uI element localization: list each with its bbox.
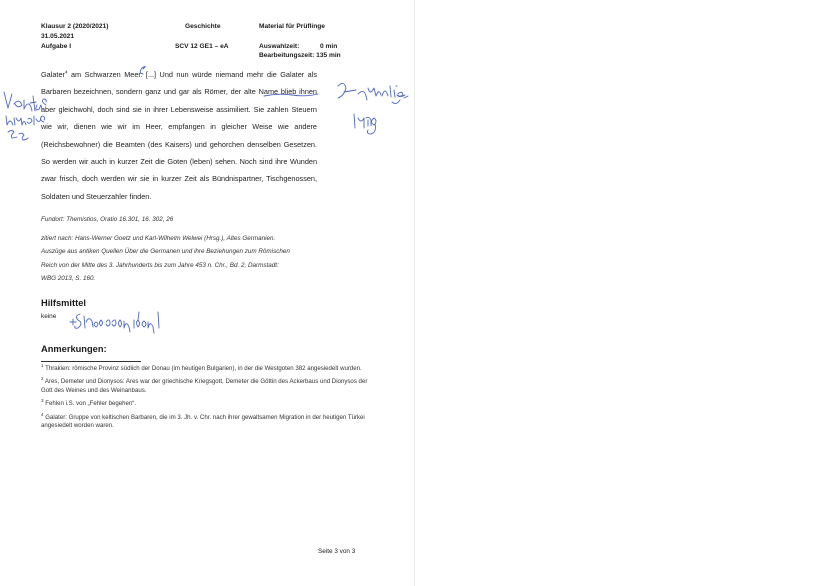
page-number: Seite 3 von 3 <box>318 548 356 555</box>
note-item: $^1$ Thrakien: römische Provinz südlich der Donau (im heutigen Bulgarien), in der die Westgoten 382 angesiedelt wurden. <box>41 362 362 372</box>
citation-line: Reich von der Mitte des 3. Jahrhunderts bis zum Jahre 453 n. Chr., Bd. 2, Darmstadt: <box>41 261 279 269</box>
task-label: Aufgabe I <box>41 43 72 50</box>
handwriting-aids-note <box>68 308 178 332</box>
footnote-ref: 4 <box>64 69 68 75</box>
citation-line: WBG 2013, S. 160. <box>41 275 96 283</box>
note-item: $^3$ Fehlen i.S. von „Fehler begehen“. <box>41 398 137 408</box>
source-text-rest: am Schwarzen Meer. [...] Und nun würde niemand mehr die Galater als Barbaren bezeichnen, sondern ganz und gar als Römer, der alte Name blieb ihnen aber gleichwohl, doch sind sie in ihrer Lebensweise assimiliert. Sie zahlen Steuern wie wir, dienen wie wir im Heer, empfangen in gleicher Weise wie andere (Reichsbewohner) die Beamten (des Kaisers) und gehorchen denselben Gesetzen. So werden wir auch in kurzer Zeit die Goten (leben) sehen. Noch sind ihre Wunden zwar frisch, doch werden wir sie in kurzer Zeit als Bündnispartner, Tischgenossen, Soldaten und Steuerzahler finden. <box>41 70 317 201</box>
citation-line: Auszüge aus antiken Quellen Über die Germanen und ihre Beziehungen zum Römischen <box>41 248 290 256</box>
course-code: SCV 12 GE1 – eA <box>175 43 229 50</box>
aids-title: Hilfsmittel <box>41 298 86 308</box>
citation-line: zitiert nach: Hans-Werner Goetz und Karl-Wilhelm Welwei (Hrsg.), Altes Germanien. <box>41 234 276 242</box>
notes-title: Anmerkungen: <box>41 344 107 354</box>
handwriting-underline <box>262 88 322 100</box>
note-item: $^2$ Ares, Demeter und Dionysos: Ares war der griechische Kriegsgott, Demeter die Göttin des Ackerbaus und Dionysos der Gott des Weines und des Weinanbaus. <box>41 376 368 394</box>
handwriting-right-margin <box>334 80 412 138</box>
exam-date: 31.05.2021 <box>41 33 75 40</box>
notes-divider <box>41 361 141 362</box>
selection-time-value: 0 min <box>320 43 338 50</box>
notes-list <box>41 362 371 436</box>
handwriting-circle-insertion <box>34 62 224 152</box>
work-time: Bearbeitungszeit: 135 min <box>259 52 341 59</box>
subject: Geschichte <box>185 23 221 30</box>
citation-line: Fundort: Themistios, Oratio 16.301, 16. 302, 26 <box>41 216 174 223</box>
selection-time-label: Auswahlzeit: <box>259 43 300 50</box>
aids-value: keine <box>41 313 57 320</box>
source-citation <box>41 213 331 286</box>
material-label: Material für Prüflinge <box>259 23 325 30</box>
exam-title: Klausur 2 (2020/2021) <box>41 23 109 30</box>
page-edge <box>414 0 415 586</box>
note-item: $^4$ Galater: Gruppe von keltischen Barbaren, die im 3. Jh. v. Chr. nach ihrer gewaltsamen Migration in der heutigen Türkei angesiedelt worden waren. <box>41 411 365 430</box>
source-text-start: Galater <box>41 70 65 79</box>
